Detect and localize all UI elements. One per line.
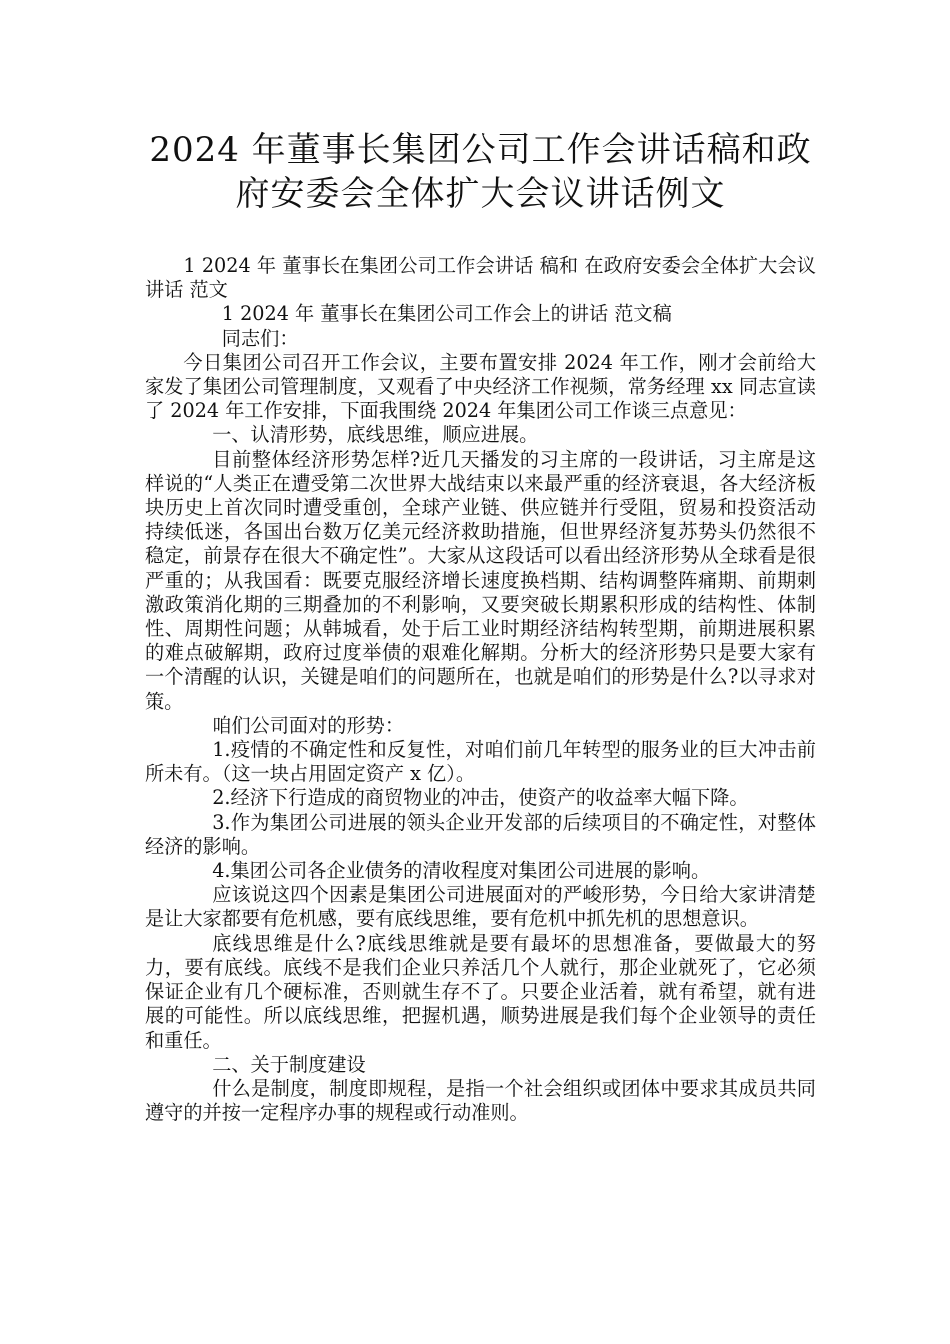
body-paragraph: 底线思维是什么?底线思维就是要有最坏的思想准备，要做最大的努力，要有底线。底线不是我们企业只养活几个人就行，那企业就死了，它必须保证企业有几个硬标准，否则就生存不了。只要企业活着，就有希望，就有进展的可能性。所以底线思维，把握机遇，顺势进展是我们每个企业领导的责任和重任。 <box>145 931 816 1052</box>
body-paragraph: 目前整体经济形势怎样?近几天播发的习主席的一段讲话，习主席是这样说的“人类正在遭受第二次世界大战结束以来最严重的经济衰退，各大经济板块历史上首次同时遭受重创，全球产业链、供应链并行受阻，贸易和投资活动持续低迷，各国出台数万亿美元经济救助措施，但世界经济复苏势头仍然很不稳定，前景存在很大不确定性”。大家从这段话可以看出经济形势从全球看是很严重的；从我国看：既要克服经济增长速度换档期、结构调整阵痛期、前期刺激政策消化期的三期叠加的不利影响，又要突破长期累积形成的结构性、体制性、周期性问题；从韩城看，处于后工业时期经济结构转型期，前期进展积累的难点破解期，政府过度举债的艰难化解期。分析大的经济形势只是要大家有一个清醒的认识，关键是咱们的问题所在，也就是咱们的形势是什么?以寻求对策。 <box>145 447 816 713</box>
body-paragraph: 应该说这四个因素是集团公司进展面对的严峻形势，今日给大家讲清楚是让大家都要有危机感，要有底线思维，要有危机中抓先机的思想意识。 <box>145 883 816 931</box>
body-paragraph: 什么是制度，制度即规程，是指一个社会组织或团体中要求其成员共同遵守的并按一定程序办事的规程或行动准则。 <box>145 1076 816 1125</box>
heading-paragraph: 1 2024 年 董事长在集团公司工作会讲话 稿和 在政府安委会全体扩大会议讲话 范文 <box>145 254 816 302</box>
section-heading-2: 二、关于制度建设 <box>212 1052 366 1076</box>
salutation: 同志们： <box>221 326 299 350</box>
list-item: 3.作为集团公司进展的领头企业开发部的后续项目的不确定性，对整体经济的影响。 <box>145 810 816 858</box>
body-paragraph: 咱们公司面对的形势： <box>212 713 405 737</box>
document-title <box>145 128 816 216</box>
title-line-2: 府安委会全体扩大会议讲话例文 <box>235 174 726 214</box>
document-body <box>145 254 816 1125</box>
list-item: 2.经济下行造成的商贸物业的冲击，使资产的收益率大幅下降。 <box>212 786 749 810</box>
list-item: 1.疫情的不确定性和反复性，对咱们前几年转型的服务业的巨大冲击前所未有。（这一块占用固定资产 x 亿）。 <box>145 738 816 786</box>
subheading-paragraph: 1 2024 年 董事长在集团公司工作会上的讲话 范文稿 <box>221 302 672 326</box>
list-item: 4.集团公司各企业债务的清收程度对集团公司进展的影响。 <box>212 859 711 883</box>
intro-paragraph: 今日集团公司召开工作会议，主要布置安排 2024 年工作，刚才会前给大家发了集团公司管理制度，又观看了中央经济工作视频，常务经理 xx 同志宣读了 2024 年工作安排，下面我围绕 2024 年集团公司工作谈三点意见： <box>145 350 816 423</box>
title-line-1: 2024 年董事长集团公司工作会讲话稿和政 <box>149 130 812 170</box>
section-heading-1: 一、认清形势，底线思维，顺应进展。 <box>212 423 539 447</box>
